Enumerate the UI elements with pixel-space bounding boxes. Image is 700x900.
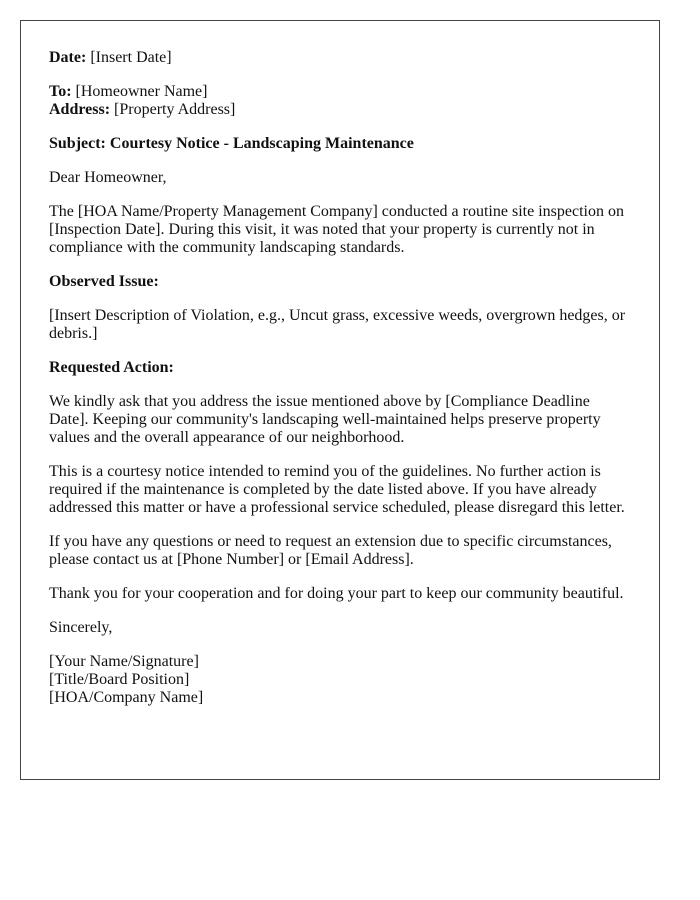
recipient-block	[49, 83, 631, 119]
observed-issue-heading: Observed Issue:	[49, 273, 159, 290]
subject-line: Subject: Courtesy Notice - Landscaping Maintenance	[49, 135, 414, 152]
to-label: To:	[49, 83, 72, 100]
signature-name: [Your Name/Signature]	[49, 653, 199, 670]
date-line	[49, 49, 631, 67]
address-line	[49, 101, 631, 119]
intro-paragraph: The [HOA Name/Property Management Company] conducted a routine site inspection on [Inspection Date]. During this visit, it was noted that your property is currently not in compliance with the community landscaping standards.	[49, 203, 624, 256]
signature-block	[49, 653, 631, 707]
requested-action-heading: Requested Action:	[49, 359, 174, 376]
contact-paragraph: If you have any questions or need to request an extension due to specific circumstances, please contact us at [Phone Number] or [Email Address].	[49, 533, 612, 568]
address-value: [Property Address]	[114, 101, 236, 118]
date-value: [Insert Date]	[90, 49, 172, 66]
courtesy-paragraph: This is a courtesy notice intended to remind you of the guidelines. No further action is required if the maintenance is completed by the date listed above. If you have already addressed this matter or have a professional service scheduled, please disregard this letter.	[49, 463, 625, 516]
signature-company: [HOA/Company Name]	[49, 689, 204, 706]
requested-action-text: We kindly ask that you address the issue mentioned above by [Compliance Deadline Date]. Keeping our community's landscaping well-maintained helps preserve property values and the overall appearance of our neighborhood.	[49, 393, 601, 446]
date-label: Date:	[49, 49, 87, 66]
to-value: [Homeowner Name]	[75, 83, 208, 100]
thanks-paragraph: Thank you for your cooperation and for doing your part to keep our community beautiful.	[49, 585, 624, 602]
letter-page	[20, 20, 660, 780]
signature-title: [Title/Board Position]	[49, 671, 190, 688]
closing: Sincerely,	[49, 619, 113, 636]
observed-issue-text: [Insert Description of Violation, e.g., Uncut grass, excessive weeds, overgrown hedges, or debris.]	[49, 307, 626, 342]
to-line	[49, 83, 631, 101]
salutation: Dear Homeowner,	[49, 169, 167, 186]
address-label: Address:	[49, 101, 111, 118]
